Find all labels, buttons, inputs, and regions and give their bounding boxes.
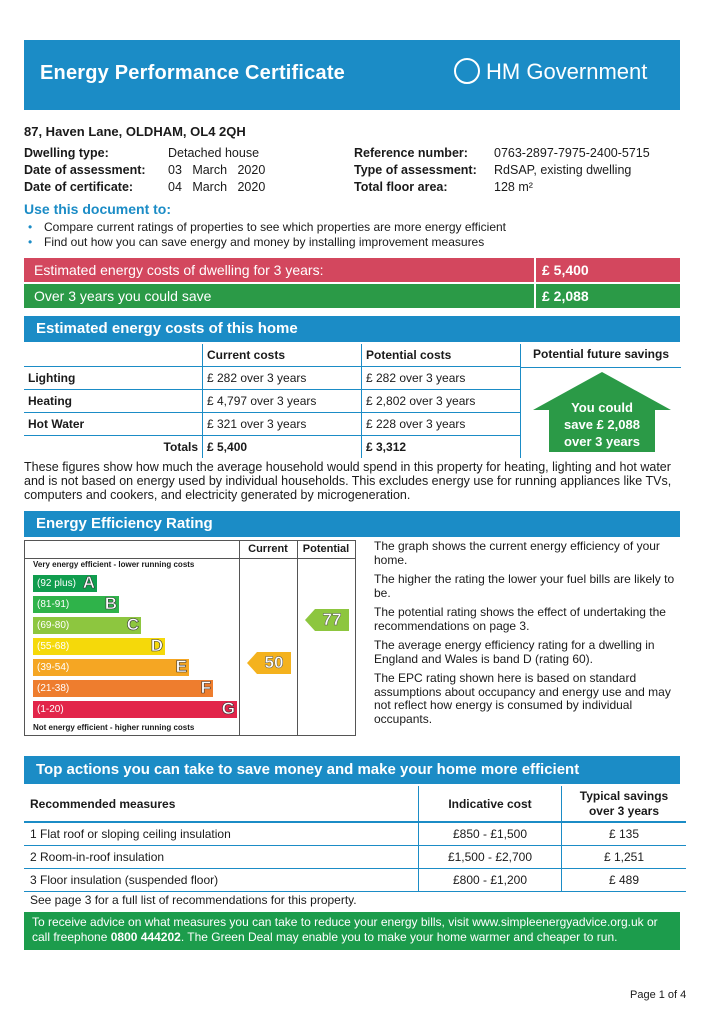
eer-paragraph: The potential rating shows the effect of undertaking the recommendations on page 3.: [374, 605, 666, 633]
detail-row: [24, 163, 354, 180]
totals-row: [24, 436, 520, 459]
total-potential: £ 3,312: [362, 436, 521, 459]
eer-bottom-note: Not energy efficient - higher running costs: [33, 723, 195, 732]
current-cost: £ 321 over 3 years: [203, 413, 362, 436]
band-c: (69-80) C: [33, 617, 141, 634]
row-label: Heating: [24, 390, 203, 413]
property-address: 87, Haven Lane, OLDHAM, OL4 2QH: [24, 124, 246, 139]
costs-section-heading: Estimated energy costs of this home: [24, 316, 680, 342]
detail-label: Total floor area:: [354, 180, 448, 194]
detail-label: Date of assessment:: [24, 163, 146, 177]
total-current: £ 5,400: [203, 436, 362, 459]
estimated-costs-label: Estimated energy costs of dwelling for 3 years:: [34, 262, 324, 278]
table-header-row: [24, 344, 520, 367]
band-b: (81-91) B: [33, 596, 119, 613]
detail-label: Date of certificate:: [24, 180, 134, 194]
current-cost: £ 282 over 3 years: [203, 367, 362, 390]
list-item: • Compare current ratings of properties to see which properties are more energy efficient: [24, 220, 506, 235]
advice-line: call freephone 0800 444202. The Green Deal may enable you to make your home warmer and cheaper to run.: [32, 930, 618, 944]
actions-heading: Top actions you can take to save money and make your home more efficient: [24, 756, 680, 784]
current-cost: £ 4,797 over 3 years: [203, 390, 362, 413]
measure: 3 Floor insulation (suspended floor): [24, 869, 419, 892]
detail-value: 03 March 2020: [168, 163, 266, 177]
costs-note: These figures show how much the average household would spend in this property for heating, lighting and hot water and is not based on energy used by individual households. This excludes energy use for running appliances like TVs, computers and cookers, and electricity generated by microgeneration.: [24, 460, 672, 502]
eer-current-header: Current: [248, 543, 288, 555]
detail-row: [354, 163, 684, 180]
detail-value: 0763-2897-7975-2400-5715: [494, 146, 650, 160]
page-number: Page 1 of 4: [630, 989, 687, 1001]
details-left: [24, 146, 354, 197]
detail-row: [354, 146, 684, 163]
advice-box: [24, 912, 680, 950]
column-header: Current costs: [203, 344, 362, 367]
column-header: Indicative cost: [419, 786, 562, 822]
detail-row: [24, 180, 354, 197]
band-e: (39-54) E: [33, 659, 189, 676]
costs-table-wrap: [24, 344, 684, 458]
column-header: Typical savings over 3 years: [562, 786, 687, 822]
detail-value: 04 March 2020: [168, 180, 266, 194]
save-value: £ 2,088: [534, 284, 589, 308]
eer-explanation: [374, 540, 682, 732]
see-page-note: See page 3 for a full list of recommendations for this property.: [30, 893, 357, 907]
table-row: [24, 869, 686, 892]
cost: £800 - £1,200: [419, 869, 562, 892]
detail-row: [24, 146, 354, 163]
table-row: [24, 413, 520, 436]
eer-paragraph: The average energy efficiency rating for a dwelling in England and Wales is band D (rating 60).: [374, 638, 655, 666]
table-header-row: [24, 786, 686, 822]
detail-value: 128 m²: [494, 180, 533, 194]
savings: £ 489: [562, 869, 687, 892]
eer-paragraph: The graph shows the current energy efficiency of your home.: [374, 539, 660, 567]
row-label: Hot Water: [24, 413, 203, 436]
eer-paragraph: The higher the rating the lower your fuel bills are likely to be.: [374, 572, 675, 600]
measure: 2 Room-in-roof insulation: [24, 846, 419, 869]
band-d: (55-68) D: [33, 638, 165, 655]
eer-top-note: Very energy efficient - lower running costs: [33, 560, 195, 569]
savings-house-text: [533, 399, 671, 450]
table-row: [24, 390, 520, 413]
page-title: Energy Performance Certificate: [40, 62, 346, 84]
estimated-costs-bar: [24, 258, 680, 282]
save-bar: [24, 284, 680, 308]
cost: £1,500 - £2,700: [419, 846, 562, 869]
current-rating-value: 50: [264, 653, 284, 672]
future-savings-panel: [520, 344, 681, 458]
detail-label: Reference number:: [354, 146, 468, 160]
band-a: (92 plus) A: [33, 575, 97, 592]
potential-cost: £ 2,802 over 3 years: [362, 390, 521, 413]
actions-table: [24, 786, 686, 892]
eer-paragraph: The EPC rating shown here is based on standard assumptions about occupancy and energy use and may not reflect how energy is consumed by individual occupants.: [374, 671, 671, 726]
detail-value: RdSAP, existing dwelling: [494, 163, 632, 177]
eer-chart: [24, 540, 356, 736]
hm-government-logo: HM Government: [486, 59, 648, 84]
savings-line: save £ 2,088: [564, 417, 640, 432]
costs-table: [24, 344, 520, 458]
eer-potential-header: Potential: [302, 543, 350, 555]
estimated-costs-value: £ 5,400: [534, 258, 589, 282]
royal-crest-icon: [454, 58, 480, 84]
advice-phone: 0800 444202: [110, 930, 181, 944]
column-header: Potential future savings: [521, 344, 681, 368]
detail-row: [354, 180, 684, 197]
totals-label: Totals: [163, 440, 198, 454]
savings: £ 135: [562, 822, 687, 846]
savings-line: over 3 years: [564, 434, 640, 449]
column-header: Recommended measures: [24, 786, 419, 822]
table-row: [24, 822, 686, 846]
detail-label: Dwelling type:: [24, 146, 109, 160]
measure: 1 Flat roof or sloping ceiling insulation: [24, 822, 419, 846]
eer-heading: Energy Efficiency Rating: [24, 511, 680, 537]
use-document-heading: Use this document to:: [24, 201, 172, 217]
table-row: [24, 367, 520, 390]
cost: £850 - £1,500: [419, 822, 562, 846]
detail-value: Detached house: [168, 146, 260, 160]
use-document-list: [24, 220, 506, 250]
savings-line: You could: [571, 400, 633, 415]
actions-table-wrap: [24, 786, 686, 892]
detail-label: Type of assessment:: [354, 163, 477, 177]
savings: £ 1,251: [562, 846, 687, 869]
list-item: • Find out how you can save energy and money by installing improvement measures: [24, 235, 506, 250]
save-label: Over 3 years you could save: [34, 288, 212, 304]
potential-cost: £ 282 over 3 years: [362, 367, 521, 390]
potential-rating-value: 77: [322, 610, 342, 629]
potential-cost: £ 228 over 3 years: [362, 413, 521, 436]
row-label: Lighting: [24, 367, 203, 390]
band-g: (1-20) G: [33, 701, 237, 718]
details-right: [354, 146, 684, 197]
advice-line: To receive advice on what measures you can take to reduce your energy bills, visit www.simpleenergyadvice.org.uk or: [32, 915, 658, 929]
band-f: (21-38) F: [33, 680, 213, 697]
table-row: [24, 846, 686, 869]
column-header: Potential costs: [362, 344, 521, 367]
header-banner: [24, 40, 680, 110]
